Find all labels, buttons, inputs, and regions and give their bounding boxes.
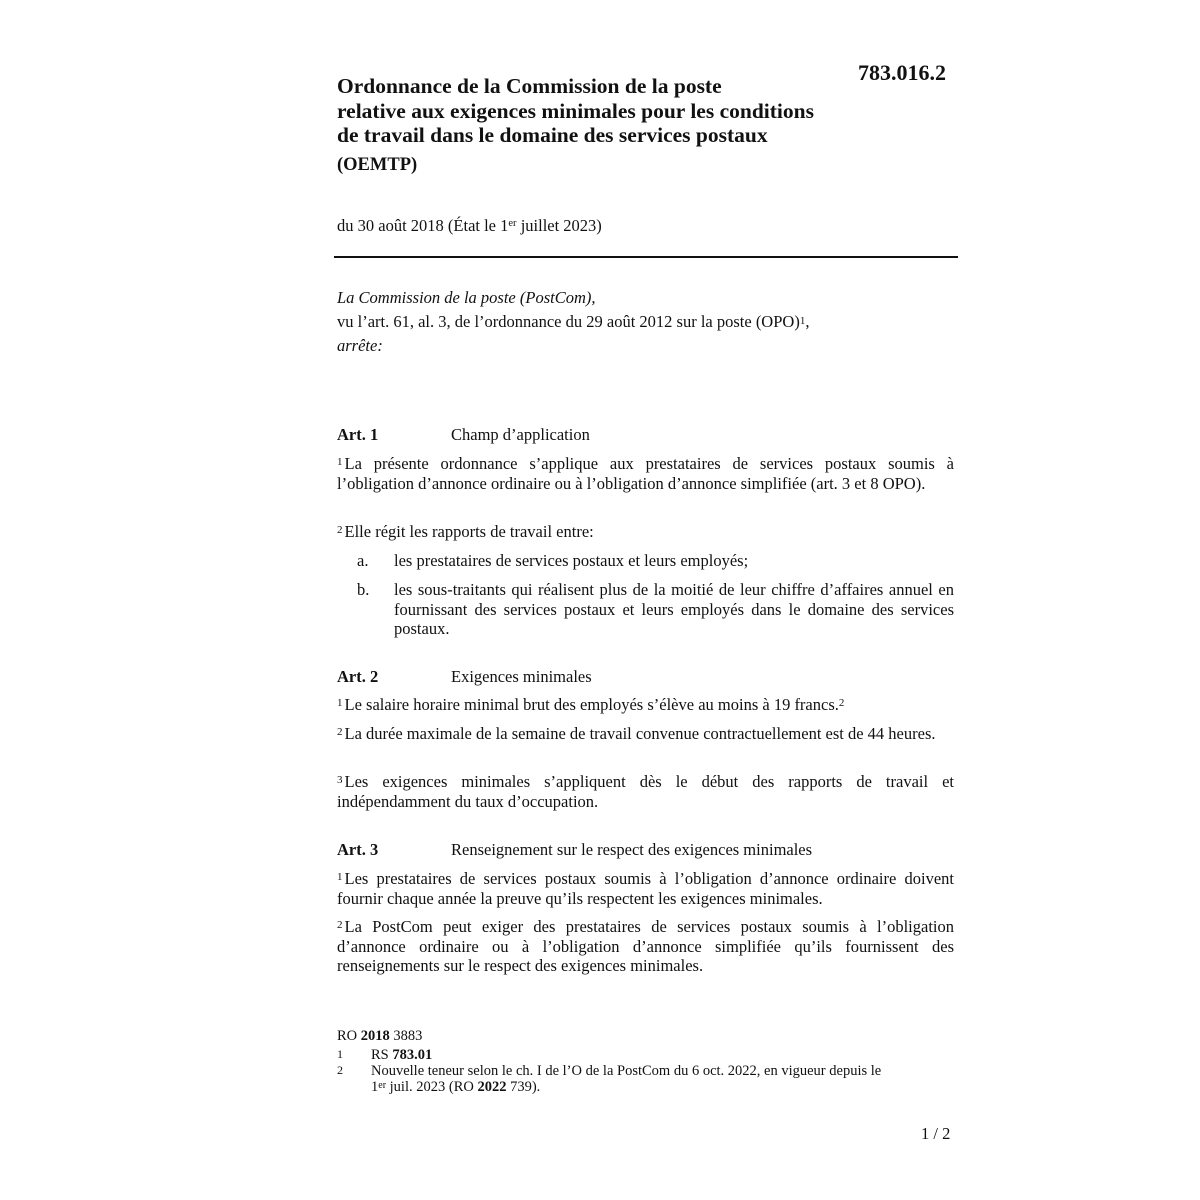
article-1-paragraph-1: $^1$ La présente ordonnance s’applique aux prestataires de services postaux soumis à l’obligation d’annonce ordinaire ou à l’obligation d’annonce simplifiée (art. 3 et 8 OPO). <box>337 454 954 493</box>
title-line-1: Ordonnance de la Commission de la poste <box>337 74 722 98</box>
page-number: 1 / 2 <box>921 1124 951 1143</box>
article-1-paragraph-2: $^2$ Elle régit les rapports de travail entre: <box>337 522 594 541</box>
ordinance-abbreviation: (OEMTP) <box>337 155 418 175</box>
footnote-1: 1 RS 783.01 <box>337 1047 433 1063</box>
article-2-paragraph-3: $^3$ Les exigences minimales s’appliquent dès le début des rapports de travail et indépendamment du taux d’occupation. <box>337 772 954 811</box>
article-3-title: Renseignement sur le respect des exigences minimales <box>451 840 813 859</box>
preamble-authority: La Commission de la poste (PostCom), <box>337 288 596 307</box>
article-2-number: Art. 2 <box>337 667 379 686</box>
header-divider <box>334 256 958 258</box>
article-2-title: Exigences minimales <box>451 667 592 686</box>
footnote-2-number: 2 <box>337 1063 343 1077</box>
preamble-basis: vu l’art. 61, al. 3, de l’ordonnance du 29 août 2012 sur la poste (OPO)$^1$, <box>337 312 810 331</box>
ordinance-title <box>337 74 897 148</box>
footnote-1-number: 1 <box>337 1047 343 1061</box>
article-3-paragraph-1: $^1$ Les prestataires de services postaux soumis à l’obligation d’annonce ordinaire doivent fournir chaque année la preuve qu’ils respectent les exigences minimales. <box>337 869 954 908</box>
footnote-2: 2 Nouvelle teneur selon le ch. I de l’O de la PostCom du 6 oct. 2022, en vigueur depuis le 1er juil. 2023 (RO 2022 739). <box>337 1063 882 1095</box>
article-3-paragraph-2: $^2$ La PostCom peut exiger des prestataires de services postaux soumis à l’obligation d’annonce ordinaire ou à l’obligation d’annonce simplifiée qu’ils fournissent des renseignements sur le respect des exigences minimales. <box>337 917 954 975</box>
document-page: 783.016.2 Ordonnance de la Commission de la poste relative aux exigences minimales pour les conditions de travail dans le domaine des services postaux (OEMTP) du 30 août 2018 (État le 1er juillet 2023) La Commission de la poste (PostCom), vu l’art. 61, al. 3, de l’ordonnance du 29 août 2012 sur la poste (OPO)$^1$, arrête: Art. 1 Champ d’application $^1$ La présente ordonnance s’applique aux prestataires de services postaux soumis à l’obligation d’annonce ordinaire ou à l’obligation d’annonce simplifiée (art. 3 et 8 OPO). $^2$ Elle régit les rapports de travail entre: a. les prestataires de services postaux et leurs employés; b. les sous-traitants qui réalisent plus de la moitié de leur chiffre d’affaires annuel en fournissant des services postaux et leurs employés dans le domaine des services postaux. Art. 2 Exigences minimales $^1$ Le salaire horaire minimal brut des employés s’élève au moins à 19 francs.$^2$ $^2$ La durée maximale de la semaine de travail convenue contractuellement est de 44 heures. $^3$ Les exigences minimales s’appliquent dès le début des rapports de travail et indépendamment du taux d’occupation. Art. 3 Renseignement sur le respect des exigences minimales $^1$ Les prestataires de services postaux soumis à l’obligation d’annonce ordinaire doivent fournir chaque année la preuve qu’ils respectent les exigences minimales. $^2$ La PostCom peut exiger des prestataires de services postaux soumis à l’obligation d’annonce ordinaire ou à l’obligation d’annonce simplifiée qu’ils fournissent des renseignements sur le respect des exigences minimales. RO 2018 3883 1 RS 783.01 2 Nouvelle teneur selon le ch. I de l’O de la PostCom du 6 oct. 2022, en vigueur depuis le 1er juil. 2023 (RO 2022 739). 1 / 2 <box>0 0 1200 1200</box>
date-line <box>337 216 602 236</box>
article-2-heading <box>337 667 592 687</box>
date-suffix: juillet 2023) <box>516 216 602 235</box>
title-line-2: relative aux exigences minimales pour les conditions <box>337 98 814 123</box>
article-3-heading <box>337 840 812 860</box>
preamble <box>337 288 957 360</box>
ro-reference: RO 2018 3883 <box>337 1028 423 1044</box>
preamble-decree: arrête: <box>337 336 383 355</box>
article-3-number: Art. 3 <box>337 840 379 859</box>
article-1-number: Art. 1 <box>337 425 379 444</box>
article-1-title: Champ d’application <box>451 425 590 444</box>
date-superscript: er <box>508 218 517 229</box>
footnote-ref-1[interactable]: 1 <box>799 315 806 327</box>
article-2-paragraph-1: $^1$ Le salaire horaire minimal brut des employés s’élève au moins à 19 francs.$^2$ <box>337 695 845 714</box>
sr-number: 783.016.2 <box>858 60 946 85</box>
title-line-3: de travail dans le domaine des services postaux <box>337 123 768 147</box>
footnote-ref-2[interactable]: 2 <box>838 697 845 709</box>
article-2-paragraph-2: $^2$ La durée maximale de la semaine de travail convenue contractuellement est de 44 heures. <box>337 724 936 743</box>
article-1-heading <box>337 425 590 445</box>
date-prefix: du 30 août 2018 (État le 1 <box>337 216 509 235</box>
